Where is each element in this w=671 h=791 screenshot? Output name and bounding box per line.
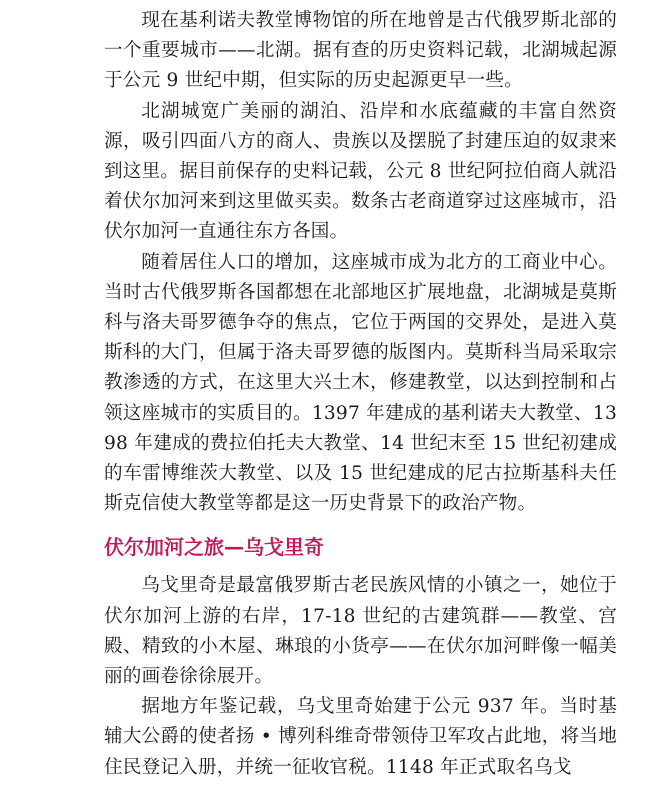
article-body bbox=[104, 6, 617, 783]
paragraph-cathedrals: 随着居住人口的增加，这座城市成为北方的工商业中心。当时古代俄罗斯各国都想在北部地区扩展地盘，北湖城是莫斯科与洛夫哥罗德争夺的焦点，它位于两国的交界处，是进入莫斯科的大门，但属于洛夫哥罗德的版图内。莫斯科当局采取宗教渗透的方式，在这里大兴土木，修建教堂，以达到控制和占领这座城市的实质目的。1397 年建成的基利诺夫大教堂、1398 年建成的费拉伯托夫大教堂、14 世纪末至 15 世纪初建成的车雷博维茨大教堂、以及 15 世纪建成的尼古拉斯基科夫任斯克信使大教堂等都是这一历史背景下的政治产物。 bbox=[104, 251, 617, 515]
paragraph-history-origin: 现在基利诺夫教堂博物馆的所在地曾是古代俄罗斯北部的一个重要城市——北湖。据有查的历史资料记载，北湖城起源于公元 9 世纪中期，但实际的历史起源更早一些。 bbox=[104, 10, 617, 92]
paragraph-trade: 北湖城宽广美丽的湖泊、沿岸和水底蕴藏的丰富自然资源，吸引四面八方的商人、贵族以及摆脱了封建压迫的奴隶来到这里。据目前保存的史料记载，公元 8 世纪阿拉伯商人就沿着伏尔加河来到这里做买卖。数条古老商道穿过这座城市，沿伏尔加河一直通往东方各国。 bbox=[104, 100, 617, 243]
section-heading: 伏尔加河之旅—乌戈里奇 bbox=[104, 535, 324, 560]
paragraph-uglich-intro: 乌戈里奇是最富俄罗斯古老民族风情的小镇之一，她位于伏尔加河上游的右岸，17-18 世纪的古建筑群——教堂、宫殿、精致的小木屋、琳琅的小货亭——在伏尔加河畔像一幅美丽的画卷徐徐展开。 bbox=[104, 575, 617, 688]
paragraph-uglich-history: 据地方年鉴记载，乌戈里奇始建于公元 937 年。当时基辅大公爵的使者扬 • 博列科维奇带领侍卫军攻占此地，将当地住民登记入册，并统一征收官税。1148 年正式取名乌戈 bbox=[104, 696, 617, 778]
